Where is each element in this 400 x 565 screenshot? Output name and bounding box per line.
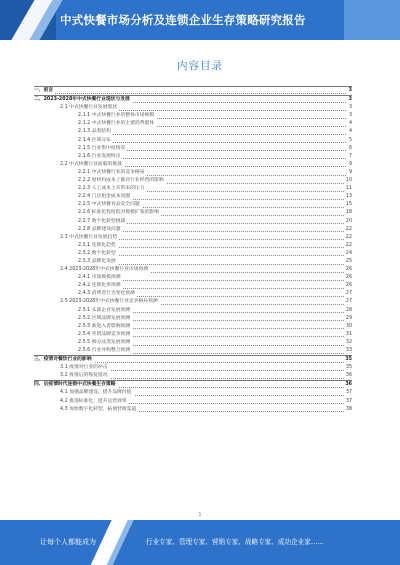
table-of-contents (34, 86, 352, 414)
toc-entry[interactable] (34, 258, 352, 266)
toc-entry-page: 26 (345, 266, 352, 274)
footer-banner (0, 520, 400, 565)
toc-entry-page: 4 (348, 120, 352, 128)
toc-entry-label: 2.5.3 新进入者影响预测 (78, 323, 132, 331)
toc-entry[interactable] (34, 169, 352, 177)
toc-entry-page: 35 (344, 356, 352, 364)
toc-entry[interactable] (34, 137, 352, 145)
toc-entry[interactable] (34, 201, 352, 209)
toc-leader-dots (78, 255, 346, 256)
toc-entry[interactable] (34, 153, 352, 161)
toc-entry[interactable] (34, 209, 352, 217)
toc-entry-page: 3 (348, 112, 352, 120)
toc-entry[interactable] (34, 290, 352, 298)
toc-entry[interactable] (34, 128, 352, 136)
toc-entry-page: 25 (345, 258, 352, 266)
toc-entry-page: 6 (348, 145, 352, 153)
toc-entry[interactable] (34, 120, 352, 128)
toc-entry-label: 2.5.5 细分品类发展预测 (78, 339, 132, 347)
toc-entry[interactable] (34, 86, 352, 95)
toc-entry[interactable] (34, 266, 352, 274)
toc-leader-dots (78, 142, 346, 143)
toc-entry-page: 26 (345, 282, 352, 290)
toc-entry[interactable] (34, 282, 352, 290)
toc-entry-page: 3 (348, 96, 352, 104)
toc-entry[interactable] (34, 331, 352, 339)
toc-entry[interactable] (34, 185, 352, 193)
toc-entry-page: 24 (345, 250, 352, 258)
toc-entry-page: 13 (345, 193, 352, 201)
toc-entry-page: 18 (345, 209, 352, 217)
toc-entry[interactable] (34, 193, 352, 201)
toc-entry-page: 22 (345, 226, 352, 234)
toc-entry[interactable] (34, 218, 352, 226)
toc-entry-page: 30 (345, 323, 352, 331)
toc-entry-label: 2.1.6 行业发展特点 (78, 153, 123, 161)
toc-entry-page: 4 (348, 128, 352, 136)
toc-entry[interactable] (34, 389, 352, 397)
toc-entry-page: 10 (345, 177, 352, 185)
toc-entry-label: 2.1 中式快餐行业发展现状 (60, 104, 119, 112)
toc-entry-page: 3 (348, 87, 352, 95)
toc-entry[interactable] (34, 339, 352, 347)
toc-entry-page: 37 (345, 389, 352, 397)
toc-entry-label: 2.3.2 数字化转型 (78, 250, 118, 258)
toc-entry-page: 7 (348, 153, 352, 161)
toc-entry-page: 35 (345, 364, 352, 372)
toc-entry-page: 9 (348, 161, 352, 169)
toc-entry-page: 32 (345, 339, 352, 347)
toc-leader-dots (34, 93, 346, 94)
toc-entry[interactable] (34, 347, 352, 355)
toc-entry-page: 28 (345, 307, 352, 315)
toc-entry-page: 26 (345, 274, 352, 282)
toc-entry-label: 2.2.2 原材料成本上涨对行业经营的影响 (78, 177, 166, 185)
toc-leader-dots (78, 264, 346, 265)
toc-entry-label: 2.1.5 行业集中度情况 (78, 145, 127, 153)
toc-entry-page: 38 (345, 406, 352, 414)
toc-entry[interactable] (34, 104, 352, 112)
toc-entry-label: 2.3.1 连锁化趋势 (78, 242, 118, 250)
toc-entry-label: 4.3 加快数字化转型，拓展营收渠道 (60, 406, 138, 414)
toc-entry-label: 2.2.7 数字化转型挑战 (78, 218, 127, 226)
toc-entry[interactable] (34, 323, 352, 331)
toc-entry[interactable] (34, 406, 352, 414)
toc-entry-page: 36 (344, 381, 352, 389)
toc-entry-label: 2.5.6 行业并购整合预测 (78, 347, 132, 355)
toc-entry[interactable] (34, 274, 352, 282)
toc-entry-label: 2.4.2 连锁化率预测 (78, 282, 123, 290)
toc-entry[interactable] (34, 95, 352, 104)
toc-entry-label: 3.2 疫情后的恢复情况 (60, 372, 110, 380)
toc-entry-page: 22 (345, 242, 352, 250)
toc-entry-label: 2.2.3 人工成本上升带来的压力 (78, 185, 147, 193)
toc-entry-page: 11 (345, 185, 352, 193)
toc-entry[interactable] (34, 226, 352, 234)
toc-entry-page: 3 (348, 104, 352, 112)
toc-entry-page: 31 (345, 331, 352, 339)
toc-entry-label: 2.2.8 品牌建设问题 (78, 226, 123, 234)
toc-entry-label: 2.3 中式快餐行业发展趋势 (60, 234, 119, 242)
toc-entry-page: 9 (348, 169, 352, 177)
toc-entry-label: 4.1 加强品牌建设，提升品牌价值 (60, 389, 134, 397)
toc-entry[interactable] (34, 250, 352, 258)
toc-leader-dots (78, 247, 346, 248)
toc-entry-label: 三、疫情对餐饮行业的影响 (34, 356, 94, 364)
toc-entry-label: 2.5.2 区域品牌发展预测 (78, 315, 132, 323)
toc-entry[interactable] (34, 112, 352, 120)
report-title: 中式快餐市场分析及连锁企业生存策略研究报告 (60, 13, 306, 27)
toc-entry-label: 2.5 2023-2028年中式快餐行业竞争格局预测 (60, 298, 160, 306)
toc-entry[interactable] (34, 307, 352, 315)
toc-entry-page: 27 (345, 298, 352, 306)
toc-entry-page: 37 (345, 398, 352, 406)
toc-entry-label: 2.4.3 消费者行为变化预测 (78, 290, 137, 298)
toc-entry[interactable] (34, 315, 352, 323)
header-banner (0, 0, 400, 40)
toc-entry-label: 2.1.1 中式快餐行业的整体市场规模 (78, 112, 156, 120)
toc-entry[interactable] (34, 145, 352, 153)
toc-entry[interactable] (34, 398, 352, 406)
toc-entry[interactable] (34, 161, 352, 169)
footer-tagline: 行业专家、管理专家、营销专家、战略专家、成功企业家…… (146, 538, 325, 546)
toc-entry-label: 一、前言 (34, 87, 55, 95)
toc-entry-label: 2.1.3 品类结构 (78, 128, 113, 136)
toc-entry[interactable] (34, 298, 352, 306)
toc-entry-page: 20 (345, 218, 352, 226)
toc-entry-label: 2.5.4 外资品牌竞争预测 (78, 331, 132, 339)
toc-entry-label: 2.4.1 市场规模预测 (78, 274, 123, 282)
toc-entry-label: 2.2.1 中式快餐行业的竞争格局 (78, 169, 147, 177)
toc-entry-label: 4.2 推进标准化，提升运营效率 (60, 398, 129, 406)
toc-entry[interactable] (34, 380, 352, 389)
toc-entry-label: 2.2 中式快餐行业面临的挑战 (60, 161, 124, 169)
toc-entry-page: 36 (345, 372, 352, 380)
toc-heading: 内容目录 (177, 60, 223, 72)
toc-entry-page: 33 (345, 347, 352, 355)
toc-entry-label: 四、后疫情时代连锁中式快餐生存策略 (34, 381, 118, 389)
toc-entry-label: 2.1.4 区域分布 (78, 137, 113, 145)
toc-entry[interactable] (34, 372, 352, 380)
toc-entry-page: 29 (345, 315, 352, 323)
toc-entry-page: 27 (345, 290, 352, 298)
toc-entry-label: 二、2023-2028年中式快餐行业现状与发展 (34, 96, 132, 104)
toc-entry-label: 2.4 2023-2028年中式快餐行业市场预测 (60, 266, 150, 274)
toc-entry-label: 2.5.1 头部企业发展预测 (78, 307, 132, 315)
toc-entry-label: 2.2.4 门店租金成本问题 (78, 193, 132, 201)
toc-entry-label: 3.1 疫情对行业的冲击 (60, 364, 110, 372)
toc-entry-page: 22 (345, 234, 352, 242)
toc-entry[interactable] (34, 242, 352, 250)
toc-entry[interactable] (34, 355, 352, 364)
page-number: 1 (198, 512, 202, 518)
toc-leader-dots (78, 134, 346, 135)
toc-entry-label: 2.2.5 中式快餐食品安全问题 (78, 201, 142, 209)
toc-entry[interactable] (34, 364, 352, 372)
toc-entry-page: 15 (345, 201, 352, 209)
toc-entry-label: 2.2.6 标准化程度低对规模扩张的影响 (78, 209, 161, 217)
toc-entry-label: 2.1.2 中式快餐行业的主要消费群体 (78, 120, 156, 128)
footer-slogan: 让每个人都能成为 (40, 538, 96, 546)
toc-entry-page: 5 (348, 137, 352, 145)
toc-entry[interactable] (34, 234, 352, 242)
toc-entry-label: 2.3.3 品牌化发展 (78, 258, 118, 266)
toc-entry[interactable] (34, 177, 352, 185)
